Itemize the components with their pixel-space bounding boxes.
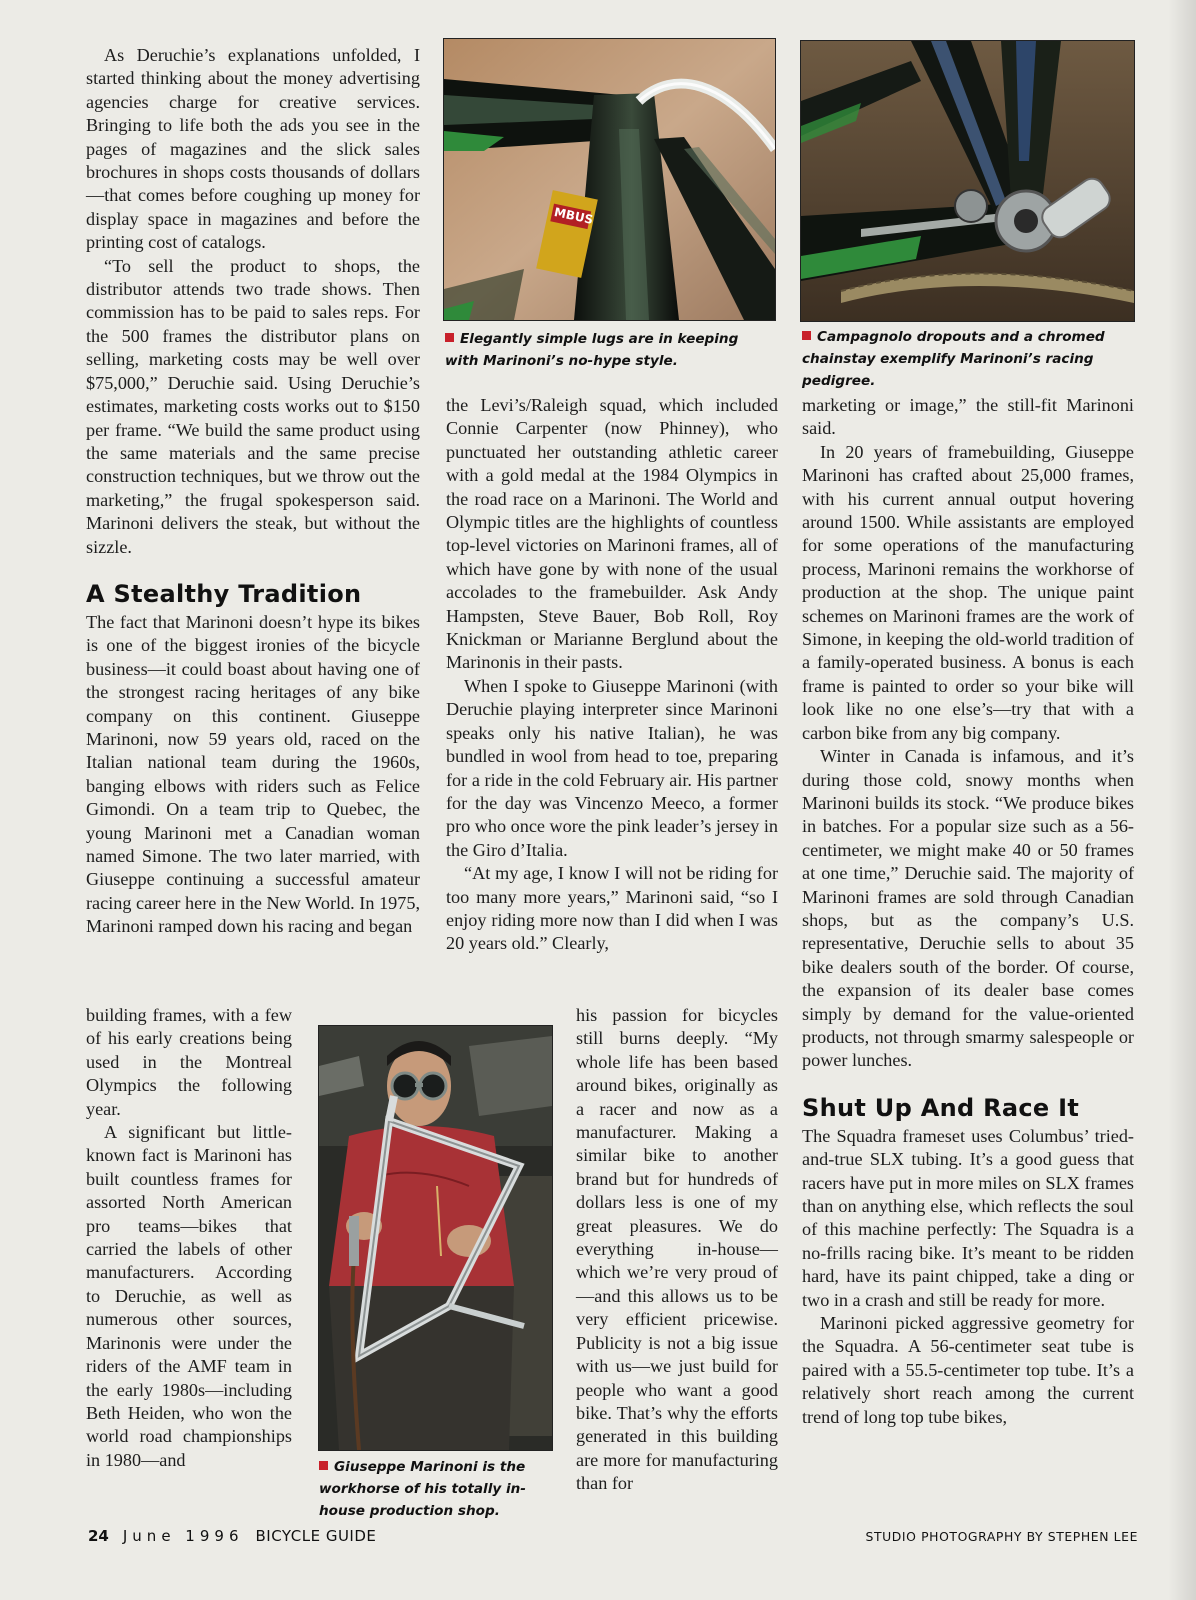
paragraph: his passion for bicycles still burns deeply. “My whole life has been based around bikes, originally as a racer and now as a manufacturer. Making a similar bike to another brand but for hundreds of dollars less is one of my great pleasures. We do everything in-house—which we’re very proud of—and this allows us to be very efficient pricewise. Publicity is not a big issue with us—we just build for people who want a good bike. That’s why the efforts generated in this building are more for manufacturing than for bbox=[576, 1005, 778, 1494]
column-2 bbox=[446, 394, 778, 956]
column-3 bbox=[802, 394, 1134, 1429]
dropouts-caption bbox=[802, 326, 1136, 392]
caption-bullet-icon bbox=[802, 331, 811, 340]
paragraph: marketing or image,” the still-fit Marinoni said. bbox=[802, 395, 1134, 439]
section-heading: A Stealthy Tradition bbox=[86, 579, 362, 608]
page-edge-shadow bbox=[1168, 0, 1196, 1600]
frame-decal-text: MBUS bbox=[552, 205, 595, 227]
paragraph: A significant but little-known fact is Marinoni has built countless frames for assorted North American pro teams—bikes that carried the labels of other manufacturers. According to Deruchie, as well as numerous other sources, Marinonis were under the riders of the AMF team in the early 1980s—including Beth Heiden, who won the world road championships in 1980—and bbox=[86, 1122, 292, 1470]
paragraph: The fact that Marinoni doesn’t hype its bikes is one of the biggest ironies of the bicycle business—it could boast about having one of the strongest racing heritages of any bike company on this continent. Giuseppe Marinoni, now 59 years old, raced on the Italian national team during the 1960s, banging elbows with riders such as Felice Gimondi. On a team trip to Quebec, the young Marinoni met a Canadian woman named Simone. The two later married, with Giuseppe continuing a successful amateur racing career here in the New World. In 1975, Marinoni ramped down his racing and began bbox=[86, 611, 420, 937]
issue-date: June 1996 bbox=[122, 1527, 244, 1545]
paragraph: building frames, with a few of his early creations being used in the Montreal Olympics the following year. bbox=[86, 1005, 292, 1119]
paragraph: As Deruchie’s explanations unfolded, I started thinking about the money advertising agencies charge for creative services. Bringing to life both the ads you see in the pages of magazines and the slick sales brochures in shops costs thousands of dollars—that comes before coughing up money for display space in magazines and before the printing cost of catalogs. bbox=[86, 45, 420, 253]
paragraph: In 20 years of framebuilding, Giuseppe Marinoni has crafted about 25,000 frames, with his current annual output hovering around 1500. While assistants are employed for some operations of the manufacturing process, Marinoni remains the workhorse of production at the shop. The unique paint schemes on Marinoni frames are the work of Simone, in keeping the old-world tradition of a family-operated business. A bonus is each frame is painted to order so your bike will look like no one else’s—try that with a carbon bike from any big company. bbox=[802, 441, 1134, 743]
paragraph: Marinoni picked aggressive geometry for the Squadra. A 56-centimeter seat tube is paired with a 55.5-centimeter top tube. It’s a relatively short reach among the current trend of long top tube bikes, bbox=[802, 1313, 1134, 1427]
caption-text: Elegantly simple lugs are in keeping with Marinoni’s no-hype style. bbox=[445, 331, 739, 369]
paragraph: When I spoke to Giuseppe Marinoni (with Deruchie playing interpreter since Marinoni speaks only his native Italian), he was bundled in wool from head to toe, preparing for a ride in the cold February air. His partner for the day was Vincenzo Meeco, a former pro who once wore the pink leader’s jersey in the Giro d’Italia. bbox=[446, 675, 778, 860]
section-heading: Shut Up And Race It bbox=[802, 1093, 1080, 1122]
folio bbox=[88, 1527, 376, 1545]
paragraph: the Levi’s/Raleigh squad, which included Connie Carpenter (now Phinney), who punctuated her outstanding athletic career with a gold medal at the 1984 Olympics in the road race on a Marinoni. The World and Olympic titles are the highlights of countless top-level victories on Marinoni frames, all of which have gone by with none of the usual accolades to the framebuilder. Ask Andy Hampsten, Steve Bauer, Bob Roll, Roy Knickman or Marianne Berglund about the Marinonis in their pasts. bbox=[446, 395, 778, 673]
lugs-caption bbox=[445, 328, 775, 372]
caption-bullet-icon bbox=[445, 333, 454, 342]
column-2-inset-text bbox=[576, 1004, 778, 1496]
portrait-caption bbox=[319, 1456, 553, 1522]
column-1 bbox=[86, 44, 420, 939]
photo-credit: STUDIO PHOTOGRAPHY BY STEPHEN LEE bbox=[865, 1529, 1138, 1544]
magazine-name: BICYCLE GUIDE bbox=[255, 1527, 377, 1545]
page-number: 24 bbox=[88, 1527, 109, 1545]
column-1-inset-text bbox=[86, 1004, 292, 1472]
paragraph: “To sell the product to shops, the distributor attends two trade shows. Then commission has to be paid to sales reps. For the 500 frames the distributor plans on selling, marketing costs may be well over $75,000,” Deruchie said. Using Deruchie’s estimates, marketing costs works out to $150 per frame. “We build the same product using the same materials and the same precise construction techniques, but we throw out the marketing,” the frugal spokesperson said. Marinoni delivers the steak, but without the sizzle. bbox=[86, 255, 420, 557]
paragraph: Winter in Canada is infamous, and it’s during those cold, snowy months when Marinoni builds its stock. “We produce bikes in batches. For a popular size such as a 56-centimeter, we might make 40 or 50 frames at one time,” Deruchie said. The majority of Marinoni frames are sold through Canadian shops, but as the company’s U.S. representative, Deruchie sells to about 35 bike dealers south of the border. Of course, the expansion of its dealer base comes simply by demand for the value-oriented products, not through smarmy salespeople or power lunches. bbox=[802, 746, 1134, 1071]
paragraph: “At my age, I know I will not be riding for too many more years,” Marinoni said, “so I enjoy riding more now than I did when I was 20 years old.” Clearly, bbox=[446, 863, 778, 954]
lugs-photo bbox=[443, 38, 776, 321]
caption-text: Campagnolo dropouts and a chromed chainstay exemplify Marinoni’s racing pedigree. bbox=[802, 329, 1105, 389]
portrait-photo bbox=[318, 1025, 553, 1451]
dropouts-photo bbox=[800, 40, 1135, 322]
paragraph: The Squadra frameset uses Columbus’ tried-and-true SLX tubing. It’s a good guess that racers have put in more miles on SLX frames than on anything else, which reflects the soul of this machine perfectly: The Squadra is a no-frills racing bike. It’s meant to be ridden hard, have its paint chipped, take a ding or two in a crash and still be ready for more. bbox=[802, 1125, 1134, 1310]
caption-text: Giuseppe Marinoni is the workhorse of his totally in-house production shop. bbox=[319, 1459, 526, 1519]
caption-bullet-icon bbox=[319, 1461, 328, 1470]
